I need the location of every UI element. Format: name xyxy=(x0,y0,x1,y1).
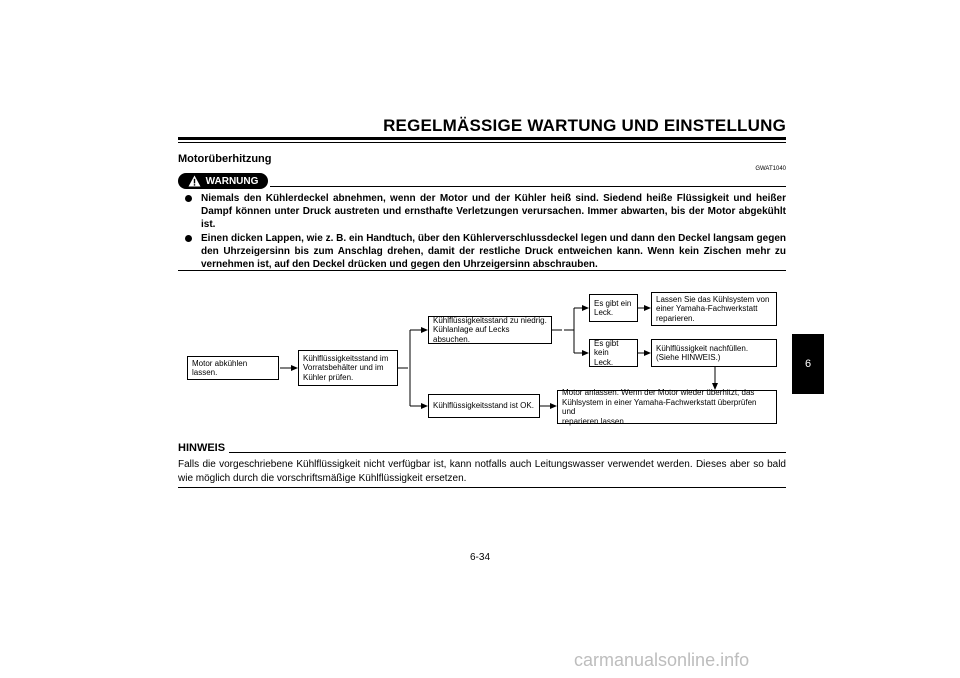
flow-box-check-level: Kühlflüssigkeitsstand im Vorratsbehälter und im Kühler prüfen. xyxy=(298,350,398,386)
warning-label: WARNUNG xyxy=(205,175,259,187)
flow-box-no-leak: Es gibt kein Leck. xyxy=(589,339,638,367)
watermark: carmanualsonline.info xyxy=(574,650,750,670)
note-rule xyxy=(229,452,786,453)
flow-box-start-engine: Motor anlassen. Wenn der Motor wieder überhitzt, das Kühlsystem in einer Yamaha-Fachwerkstatt überprüfen und reparieren lassen. xyxy=(557,390,777,424)
flow-box-level-low: Kühlflüssigkeitsstand zu niedrig. Kühlanlage auf Lecks absuchen. xyxy=(428,316,552,344)
page-number: 6-34 xyxy=(469,552,490,563)
flow-box-leak: Es gibt ein Leck. xyxy=(589,294,638,322)
flow-box-repair: Lassen Sie das Kühlsystem von einer Yamaha-Fachwerkstatt reparieren. xyxy=(651,292,777,326)
note-heading: HINWEIS xyxy=(178,442,226,454)
page-header-title: REGELMÄSSIGE WARTUNG UND EINSTELLUNG xyxy=(383,116,786,135)
note-text: Falls die vorgeschriebene Kühlflüssigkeit nicht verfügbar ist, kann notfalls auch Leitungswasser verwendet werden. Dieses aber so bald wie möglich durch die vorschriftsmäßige Kühlflüssigkeit ersetzen. xyxy=(178,459,786,484)
warning-item: Niemals den Kühlerdeckel abnehmen, wenn der Motor und der Kühler heiß sind. Siedend heiße Flüssigkeit und heißer Dampf können unter Druck austreten und ernsthafte Verletzungen verursachen. Immer abwarten, bis der Motor abgekühlt ist. xyxy=(178,192,786,232)
flow-box-level-ok: Kühlflüssigkeitsstand ist OK. xyxy=(428,394,540,418)
note-bottom-rule xyxy=(178,487,786,488)
section-code: GWAT1040 xyxy=(755,166,786,172)
warning-item: Einen dicken Lappen, wie z. B. ein Handtuch, über den Kühlerverschlussdeckel legen und dann den Deckel langsam gegen den Uhrzeigersinn bis zum Anschlag drehen, damit der restliche Druck entweichen kann. Wenn kein Zischen mehr zu vernehmen ist, auf den Deckel drücken und gegen den Uhrzeigersinn abschrauben. xyxy=(178,232,786,272)
flow-box-cool-down: Motor abkühlen lassen. xyxy=(187,356,279,380)
chapter-tab: 6 xyxy=(792,334,824,394)
section-title: Motorüberhitzung xyxy=(178,153,272,165)
flow-box-refill: Kühlflüssigkeit nachfüllen. (Siehe HINWEIS.) xyxy=(651,339,777,367)
